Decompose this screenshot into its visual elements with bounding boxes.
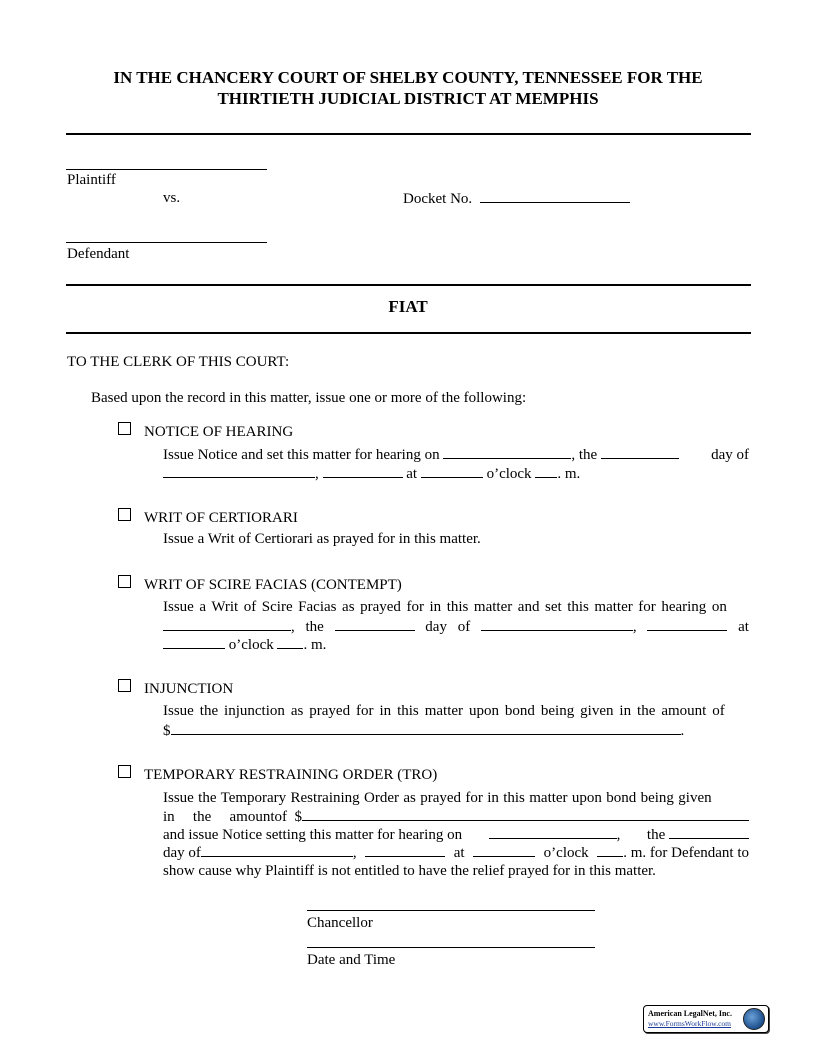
logo-website-link[interactable]: www.FormsWorkFlow.com bbox=[648, 1019, 732, 1028]
tro-text4e: . m. for Defendant to bbox=[623, 845, 749, 861]
notice-month-blank[interactable] bbox=[163, 464, 315, 478]
tro-hour-blank[interactable] bbox=[473, 843, 535, 857]
tro-text2d: of bbox=[274, 809, 287, 825]
certiorari-checkbox[interactable] bbox=[118, 508, 131, 521]
scire-text2: , bbox=[291, 619, 295, 635]
tro-ampm-blank[interactable] bbox=[597, 843, 623, 857]
scire-facias-line2 bbox=[163, 617, 749, 636]
versus-label: vs. bbox=[163, 190, 181, 206]
tro-date-blank[interactable] bbox=[489, 825, 617, 839]
scire-text8: o’clock bbox=[228, 637, 274, 653]
tro-text3c: the bbox=[646, 827, 666, 843]
scire-text5: of bbox=[457, 619, 471, 635]
court-heading-line2: THIRTIETH JUDICIAL DISTRICT AT MEMPHIS bbox=[217, 89, 599, 108]
scire-text3: the bbox=[305, 619, 324, 635]
plaintiff-name-line[interactable] bbox=[66, 169, 267, 170]
tro-line3 bbox=[163, 825, 749, 844]
scire-text4: day bbox=[425, 619, 447, 635]
tro-line5: show cause why Plaintiff is not entitled to have the relief prayed for in this matter. bbox=[163, 863, 656, 879]
injunction-period: . bbox=[680, 723, 685, 739]
notice-text2: , the bbox=[571, 447, 598, 463]
scire-day-blank[interactable] bbox=[335, 617, 415, 631]
document-title: FIAT bbox=[388, 297, 428, 316]
tro-bond-amount-blank[interactable] bbox=[302, 807, 749, 821]
notice-ampm-blank[interactable] bbox=[535, 464, 557, 478]
scire-text7: at bbox=[738, 619, 749, 635]
docket-label: Docket No. bbox=[403, 191, 473, 207]
notice-text6: o’clock bbox=[486, 466, 532, 482]
scire-text9: . m. bbox=[303, 637, 327, 653]
scire-facias-line1: Issue a Writ of Scire Facias as prayed for in this matter and set this matter for hearing on bbox=[163, 599, 727, 615]
notice-day-blank[interactable] bbox=[601, 445, 679, 459]
tro-text4b: , bbox=[352, 845, 357, 861]
tro-text2e: $ bbox=[294, 809, 302, 825]
injunction-amount-blank[interactable] bbox=[171, 721, 681, 735]
tro-month-blank[interactable] bbox=[201, 843, 353, 857]
tro-text4c: at bbox=[453, 845, 465, 861]
notice-line1 bbox=[163, 445, 749, 464]
tro-text3b: , bbox=[616, 827, 621, 843]
scire-year-blank[interactable] bbox=[647, 617, 727, 631]
tro-text2c: amount bbox=[229, 809, 275, 825]
plaintiff-label: Plaintiff bbox=[67, 172, 116, 188]
notice-date-blank[interactable] bbox=[443, 445, 571, 459]
notice-year-blank[interactable] bbox=[323, 464, 403, 478]
tro-text3: and issue Notice setting this matter for hearing on bbox=[163, 827, 463, 843]
title-divider-bottom bbox=[66, 332, 751, 334]
court-heading-line1: IN THE CHANCERY COURT OF SHELBY COUNTY, TENNESSEE FOR THE bbox=[113, 68, 703, 87]
globe-icon bbox=[743, 1008, 765, 1030]
notice-checkbox[interactable] bbox=[118, 422, 131, 435]
scire-facias-checkbox[interactable] bbox=[118, 575, 131, 588]
notice-line2 bbox=[163, 464, 580, 483]
date-time-line[interactable] bbox=[307, 947, 595, 948]
injunction-checkbox[interactable] bbox=[118, 679, 131, 692]
injunction-line2 bbox=[163, 721, 684, 740]
docket-field bbox=[403, 189, 630, 208]
certiorari-label: WRIT OF CERTIORARI bbox=[144, 510, 298, 526]
scire-month-blank[interactable] bbox=[481, 617, 633, 631]
injunction-line1: Issue the injunction as prayed for in this matter upon bond being given in the amount of bbox=[163, 703, 725, 719]
tro-text2b: the bbox=[192, 809, 212, 825]
notice-text7: . m. bbox=[557, 466, 581, 482]
notice-text1: Issue Notice and set this matter for hearing on bbox=[163, 447, 440, 463]
chancellor-label: Chancellor bbox=[307, 915, 373, 931]
tro-text2a: in bbox=[163, 809, 175, 825]
notice-text4: , bbox=[315, 466, 319, 482]
tro-text4d: o’clock bbox=[543, 845, 589, 861]
injunction-dollar: $ bbox=[163, 723, 171, 739]
american-legalnet-logo bbox=[643, 1005, 769, 1033]
tro-line1: Issue the Temporary Restraining Order as prayed for in this matter upon bond being given bbox=[163, 790, 712, 806]
docket-number-blank[interactable] bbox=[480, 189, 630, 203]
tro-checkbox[interactable] bbox=[118, 765, 131, 778]
tro-label: TEMPORARY RESTRAINING ORDER (TRO) bbox=[144, 767, 438, 783]
scire-date-blank[interactable] bbox=[163, 617, 291, 631]
title-divider-top bbox=[66, 284, 751, 286]
scire-facias-line3 bbox=[163, 635, 326, 654]
logo-company-name: American LegalNet, Inc. bbox=[648, 1009, 732, 1018]
tro-day-blank[interactable] bbox=[669, 825, 749, 839]
intro-text: Based upon the record in this matter, issue one or more of the following: bbox=[91, 390, 527, 406]
addressee: TO THE CLERK OF THIS COURT: bbox=[67, 354, 290, 370]
tro-line4 bbox=[163, 843, 749, 862]
certiorari-text: Issue a Writ of Certiorari as prayed for in this matter. bbox=[163, 531, 481, 547]
injunction-label: INJUNCTION bbox=[144, 681, 234, 697]
chancellor-signature-line[interactable] bbox=[307, 910, 595, 911]
notice-text5: at bbox=[406, 466, 418, 482]
notice-label: NOTICE OF HEARING bbox=[144, 424, 294, 440]
defendant-label: Defendant bbox=[67, 246, 130, 262]
header-divider bbox=[66, 133, 751, 135]
scire-facias-label: WRIT OF SCIRE FACIAS (CONTEMPT) bbox=[144, 577, 402, 593]
scire-text6: , bbox=[632, 619, 637, 635]
notice-text3: day of bbox=[711, 447, 749, 463]
scire-hour-blank[interactable] bbox=[163, 635, 225, 649]
notice-hour-blank[interactable] bbox=[421, 464, 483, 478]
tro-year-blank[interactable] bbox=[365, 843, 445, 857]
scire-ampm-blank[interactable] bbox=[277, 635, 303, 649]
defendant-name-line[interactable] bbox=[66, 242, 267, 243]
tro-text4a: day of bbox=[163, 845, 201, 861]
tro-line2 bbox=[163, 807, 749, 826]
date-time-label: Date and Time bbox=[307, 952, 396, 968]
